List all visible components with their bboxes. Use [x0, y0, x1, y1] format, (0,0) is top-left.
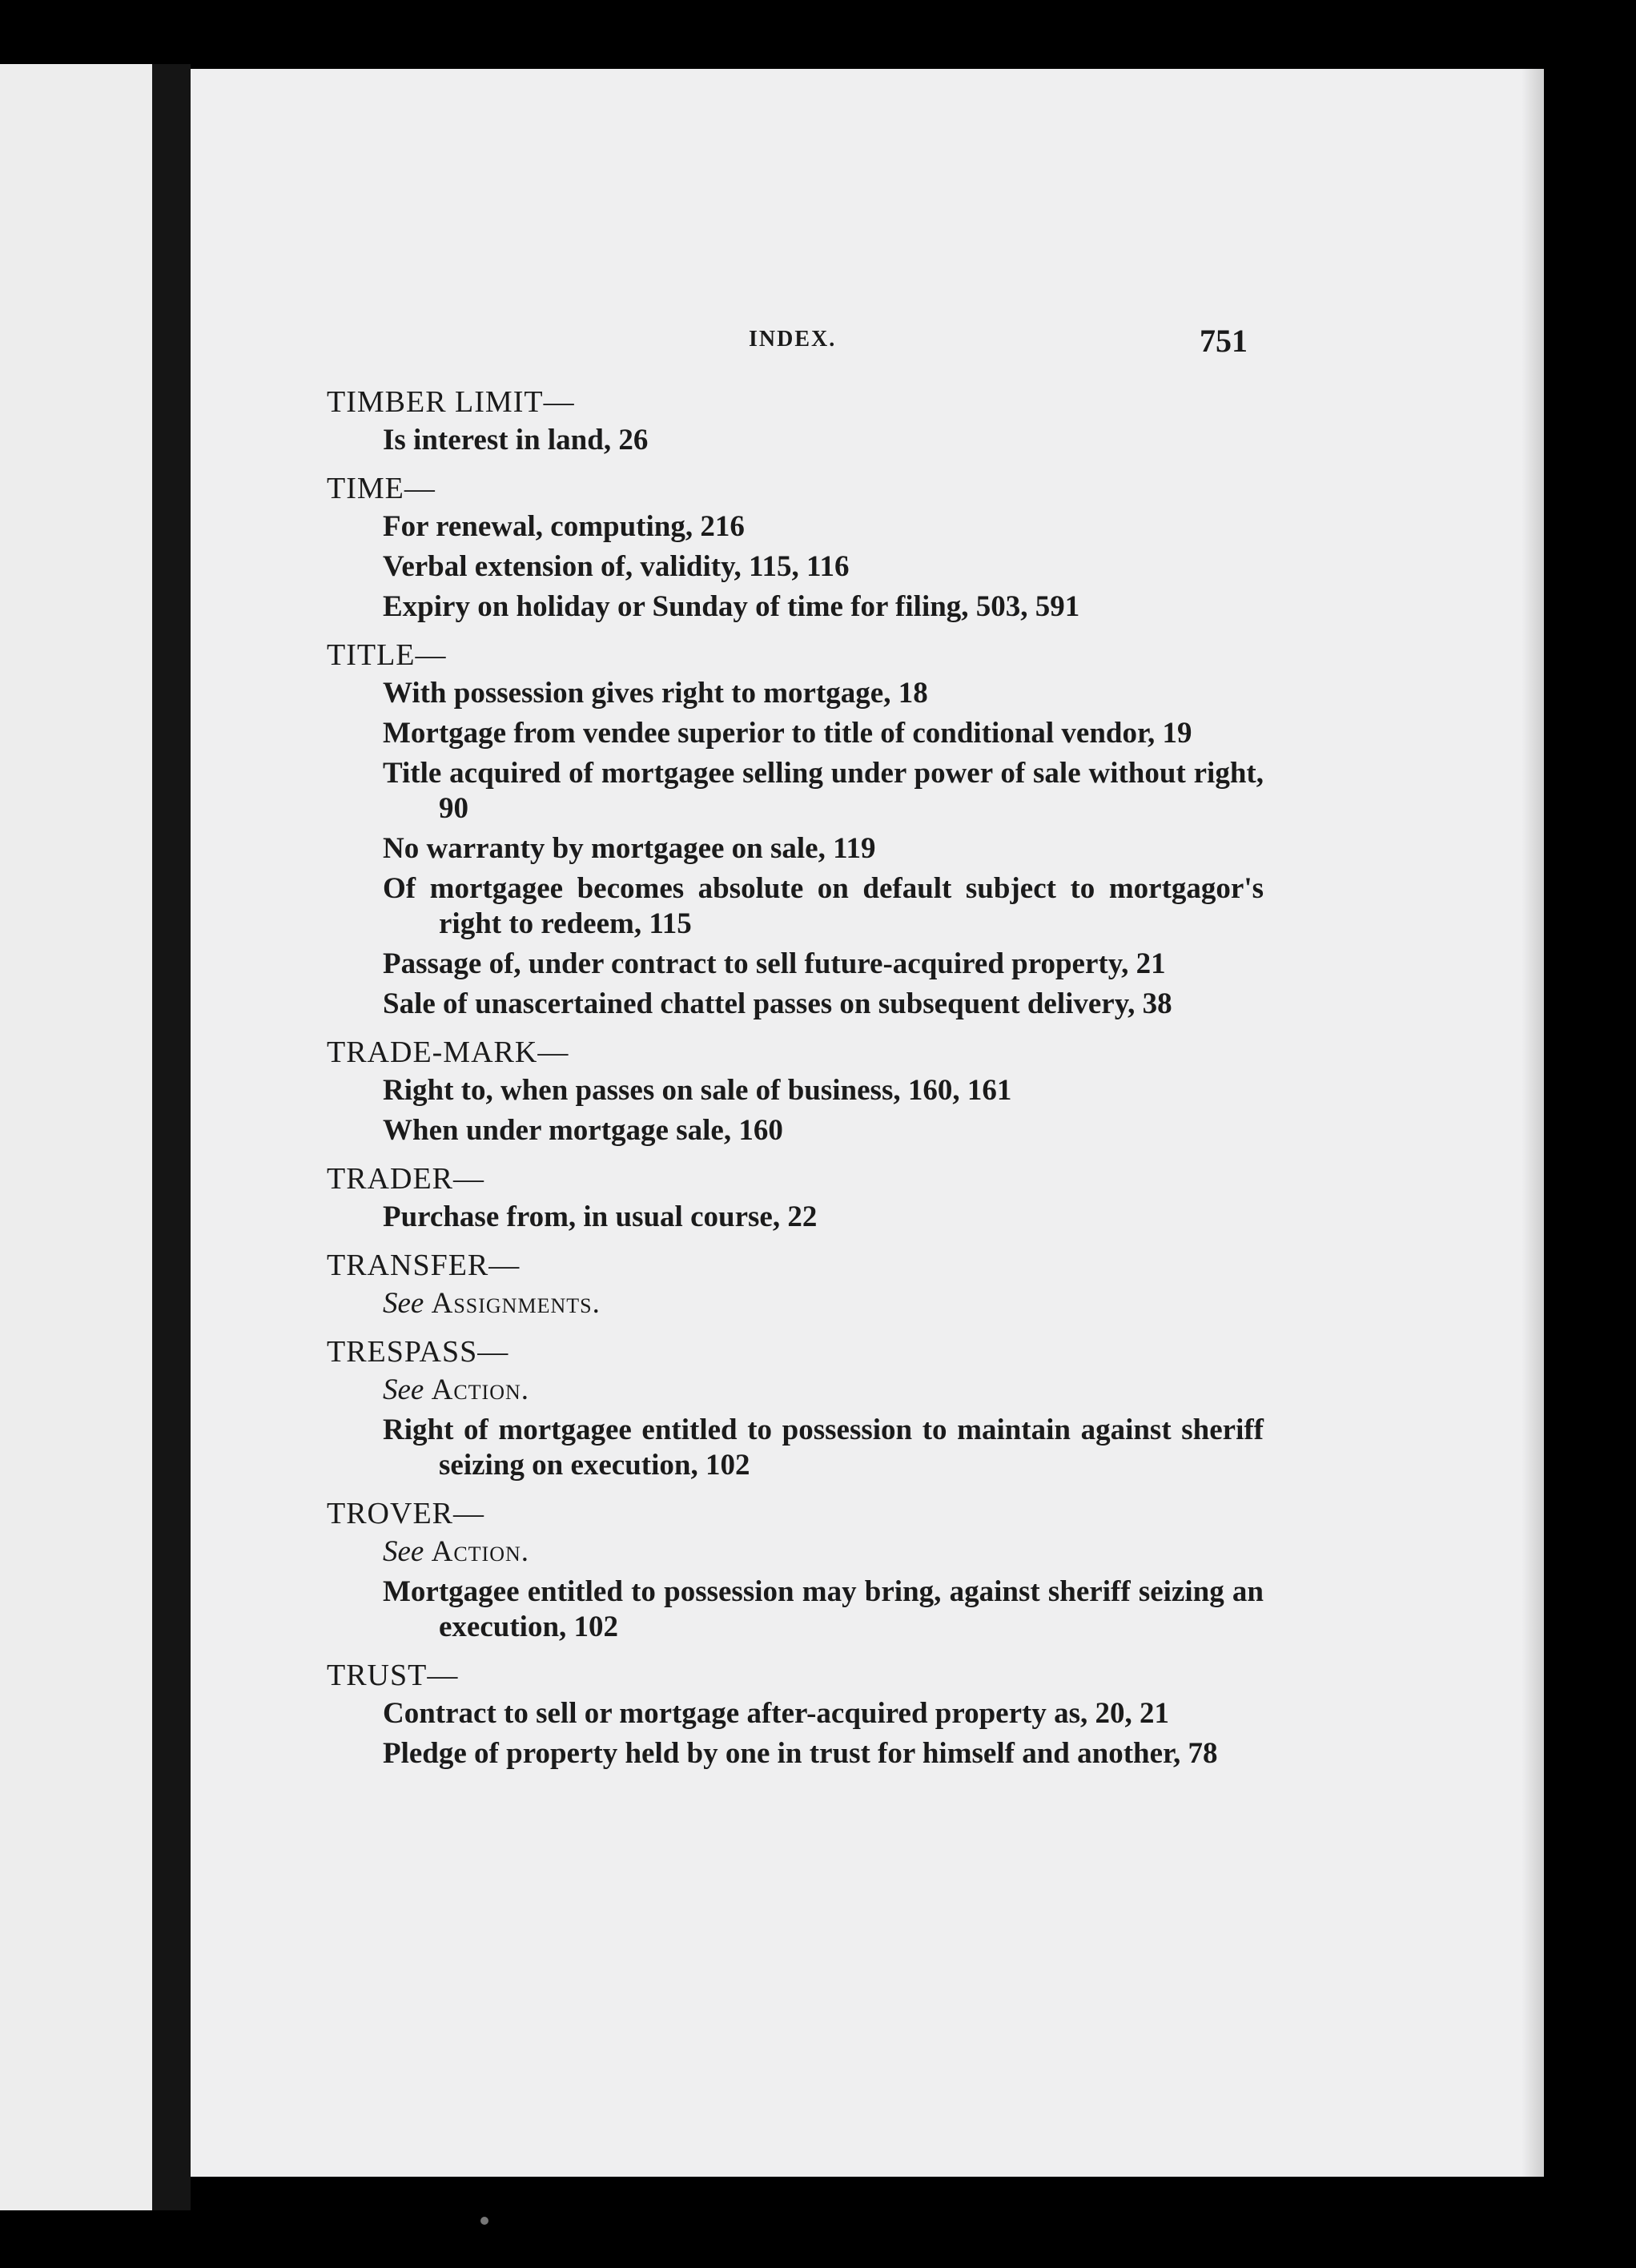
entry-heading: TIMBER LIMIT— — [327, 385, 575, 419]
entry-subitem: Purchase from, in usual course, 22 — [383, 1200, 818, 1233]
left-page-edge — [0, 64, 152, 2210]
entry-subitem: Pledge of property held by one in trust for himself and another, 78 — [383, 1737, 1218, 1770]
see-reference — [327, 1534, 1264, 1570]
entry-subitem: With possession gives right to mortgage, 18 — [383, 677, 928, 710]
entry-heading: TROVER— — [327, 1497, 484, 1530]
index-entry-trade-mark — [327, 1033, 1264, 1148]
see-word: See — [383, 1287, 424, 1320]
entry-subitem: Expiry on holiday or Sunday of time for filing, 503, 591 — [383, 590, 1080, 623]
entry-subitem: For renewal, computing, 216 — [383, 510, 745, 543]
page-number: 751 — [1200, 323, 1248, 359]
entry-subitem: Mortgage from vendee superior to title of conditional vendor, 19 — [383, 717, 1192, 750]
index-entry-transfer — [327, 1246, 1264, 1321]
entry-heading: TRUST— — [327, 1659, 459, 1692]
entry-subitem: Right to, when passes on sale of business, 160, 161 — [383, 1074, 1012, 1107]
index-entry-timber-limit — [327, 383, 1264, 458]
index-entry-trader — [327, 1160, 1264, 1235]
entry-heading: TRADER— — [327, 1162, 484, 1196]
see-reference — [327, 1286, 1264, 1321]
see-target: Action. — [431, 1535, 530, 1568]
entry-heading: TRESPASS— — [327, 1335, 509, 1369]
index-entry-title — [327, 636, 1264, 1022]
entry-subitem: Contract to sell or mortgage after-acquired property as, 20, 21 — [383, 1697, 1169, 1730]
see-word: See — [383, 1535, 424, 1568]
entry-heading: TITLE— — [327, 638, 447, 672]
see-target: Action. — [431, 1373, 530, 1406]
index-entry-time — [327, 469, 1264, 625]
index-entry-trespass — [327, 1333, 1264, 1483]
entry-heading: TRADE-MARK— — [327, 1035, 569, 1069]
entry-subitem: Verbal extension of, validity, 115, 116 — [383, 550, 850, 583]
entry-subitem: Is interest in land, 26 — [383, 424, 649, 456]
entry-subitem: No warranty by mortgagee on sale, 119 — [383, 832, 876, 865]
index-body — [327, 383, 1264, 1783]
entry-heading: TIME— — [327, 472, 436, 505]
see-reference — [327, 1373, 1264, 1408]
scan-speck — [480, 2217, 488, 2225]
index-entry-trover — [327, 1494, 1264, 1645]
entry-subitem: Title acquired of mortgagee selling under power of sale without right, 90 — [383, 757, 1264, 825]
page-edge-shadow — [1521, 69, 1578, 2177]
entry-subitem: Mortgagee entitled to possession may bring, against sheriff seizing an execution, 102 — [383, 1575, 1264, 1643]
entry-subitem: When under mortgage sale, 160 — [383, 1114, 783, 1147]
book-binding — [152, 64, 191, 2210]
entry-subitem: Passage of, under contract to sell future-acquired property, 21 — [383, 947, 1166, 980]
entry-subitem: Sale of unascertained chattel passes on subsequent delivery, 38 — [383, 987, 1172, 1020]
running-header: INDEX. — [749, 327, 837, 352]
index-entry-trust — [327, 1656, 1264, 1771]
see-word: See — [383, 1373, 424, 1406]
see-target: Assignments. — [431, 1287, 601, 1320]
entry-heading: TRANSFER— — [327, 1249, 521, 1282]
entry-subitem: Right of mortgagee entitled to possession to maintain against sheriff seizing on execution, 102 — [383, 1413, 1264, 1482]
entry-subitem: Of mortgagee becomes absolute on default subject to mortgagor's right to redeem, 115 — [383, 872, 1264, 940]
